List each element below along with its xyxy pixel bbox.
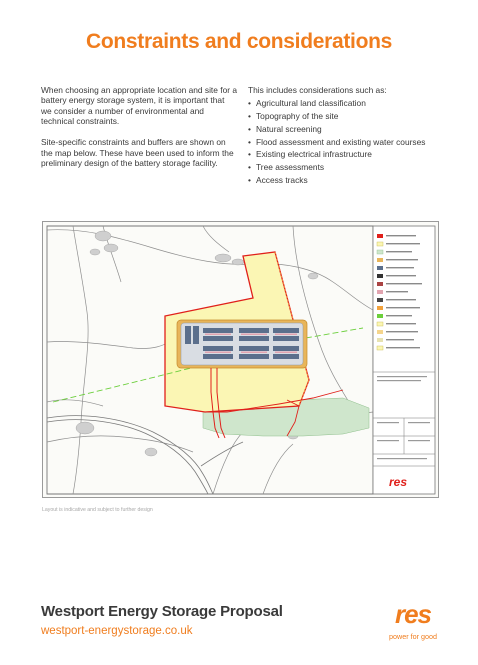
map-res-logo: res bbox=[389, 475, 408, 489]
website-link[interactable]: westport-energystorage.co.uk bbox=[41, 625, 193, 637]
site-constraints-map bbox=[42, 221, 439, 498]
list-item: • Topography of the site bbox=[248, 110, 448, 123]
list-item: • Natural screening bbox=[248, 123, 448, 136]
list-item: • Existing electrical infrastructure bbox=[248, 148, 448, 161]
map-caption: Layout is indicative and subject to further design bbox=[42, 507, 153, 513]
considerations-lead: This includes considerations such as: bbox=[248, 85, 387, 95]
list-item: • Flood assessment and existing water courses bbox=[248, 136, 448, 149]
considerations-list bbox=[248, 97, 448, 186]
list-item: • Access tracks bbox=[248, 174, 448, 187]
list-item: • Agricultural land classification bbox=[248, 97, 448, 110]
intro-paragraph-1: When choosing an appropriate location and site for a battery energy storage system, it is important that we consider a number of environmental and technical constraints. bbox=[41, 85, 238, 127]
intro-column bbox=[41, 85, 237, 179]
page-title: Constraints and considerations bbox=[85, 30, 393, 53]
res-logo-wordmark: res bbox=[394, 599, 432, 629]
map-legend-swatches bbox=[377, 234, 383, 350]
list-item: • Tree assessments bbox=[248, 161, 448, 174]
map-drawing bbox=[43, 222, 438, 497]
intro-paragraph-2: Site-specific constraints and buffers are shown on the map below. These have been used to inform the preliminary design of the battery storage facility. bbox=[41, 137, 234, 168]
considerations-column bbox=[248, 85, 448, 186]
res-logo-tagline: power for good bbox=[389, 632, 437, 641]
res-logo bbox=[383, 600, 443, 646]
project-title: Westport Energy Storage Proposal bbox=[41, 603, 283, 620]
